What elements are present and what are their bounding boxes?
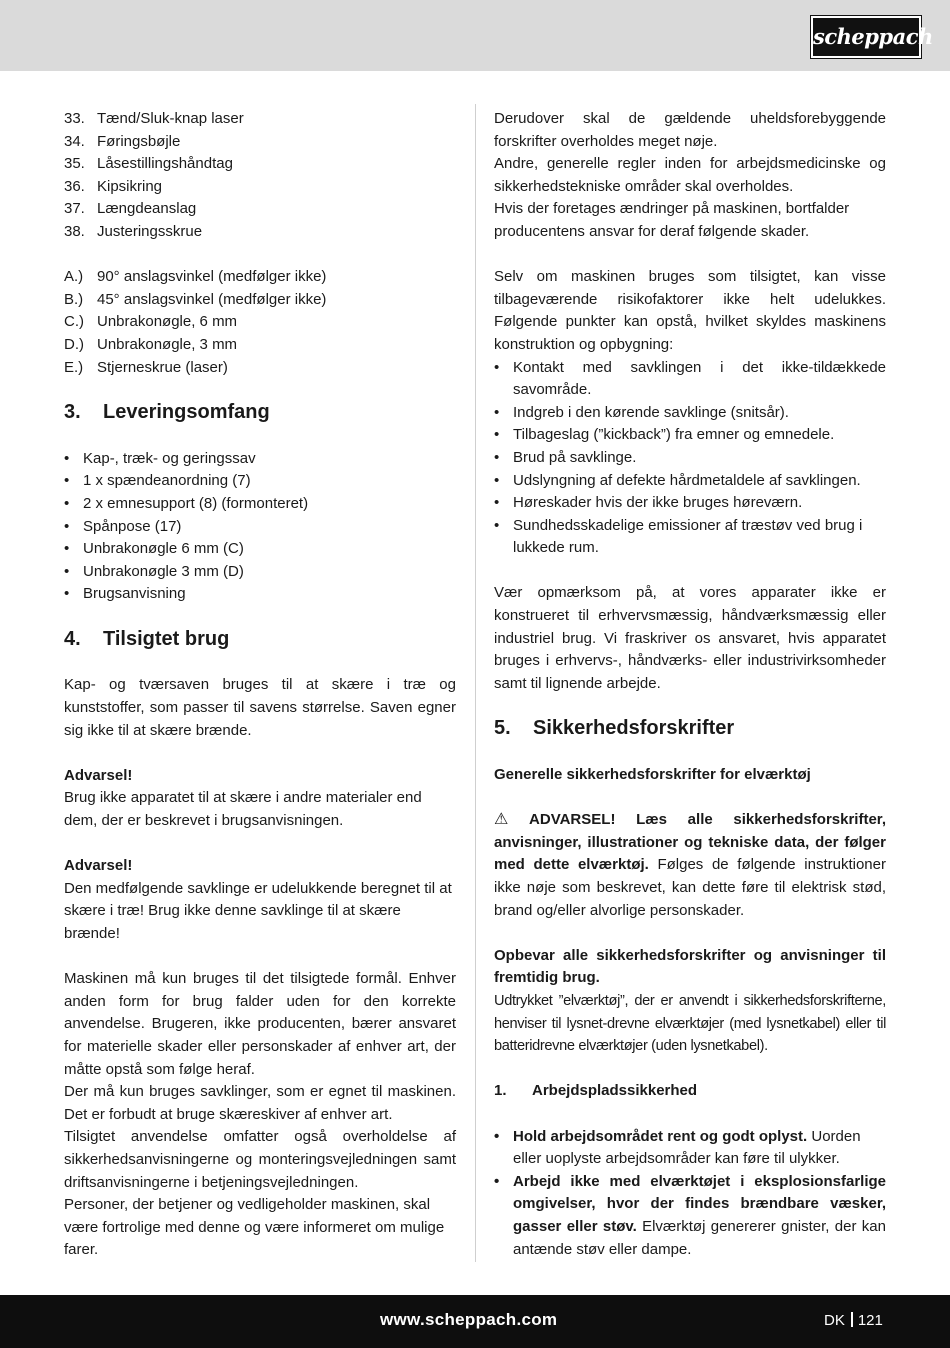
list-item: 34. Føringsbøjle [64,132,181,150]
paragraph: Maskinen må kun bruges til det tilsigtede formål. Enhver anden form for brug falder uden for den korrekte anvendelse. Brugeren, ikke producenten, bærer ansvaret for materielle skader eller personskader af enhver art, der måtte opstå som følge heraf. [64,970,456,1078]
paragraph: Vær opmærksom på, at vores apparater ikke er konstrueret til erhvervsmæssig, håndværksmæssig eller industriel brug. Vi fraskriver os ansvaret, hvis apparatet bruges i erhvervs-, håndværks- eller industrivirksomheder samt til lignende arbejde. [494,584,886,692]
list-item: • Hold arbejdsområdet rent og godt oplyst. Uorden eller uoplyste arbejdsområder kan føre til ulykker. [494,1127,861,1168]
list-item: • Kontakt med savklingen i det ikke-tildækkede savområde. [494,358,886,399]
paragraph: Udtrykket ”elværktøj”, der er anvendt i sikkerhedsforskrifterne, henviser til lysnet-drevne elværktøjer (med lysnetkabel) eller til batteridrevne elværktøjer (uden lysnetkabel). [494,992,886,1055]
list-item: • Brud på savklinge. [494,448,637,466]
list-item: • Kap-, træk- og geringssav [64,449,256,467]
list-item: 37. Længdeanslag [64,200,197,218]
paragraph: Derudover skal de gældende uheldsforebyggende forskrifter overholdes meget nøje. [494,110,886,150]
list-item: 36. Kipsikring [64,177,163,195]
column-divider [475,104,476,1262]
workplace-safety-list [494,1126,886,1262]
list-item: • Udslyngning af defekte hårdmetaldele af savklingen. [494,471,861,489]
list-item: • Sundhedsskadelige emissioner af træstøv ved brug i lukkede rum. [494,516,863,557]
section-heading-3: 3. Leveringsomfang [64,401,270,424]
list-item: • Tilbageslag (”kickback”) fra emner og emnedele. [494,426,835,444]
warning-triangle-icon: ⚠ [494,811,509,829]
list-item: E.) Stjerneskrue (laser) [64,358,228,376]
warning-label: Advarsel! [64,857,133,875]
page-number: DK 121 [824,1312,883,1329]
website-link[interactable]: www.scheppach.com [380,1310,558,1329]
warning-text: Brug ikke apparatet til at skære i andre materialer end dem, der er beskrevet i brugsanvisningen. [64,789,422,830]
list-item: • Brugsanvisning [64,585,186,603]
list-item: • 2 x emnesupport (8) (formonteret) [64,494,309,512]
warning-paragraph: ⚠ ADVARSEL! Læs alle sikkerhedsforskrifter, anvisninger, illustrationer og tekniske data, der følger med dette elværktøj. Følges de følgende instruktioner ikke nøje som beskrevet, kan dette føre til elektrisk stød, brand og/eller alvorlige personskader. [494,811,886,919]
list-item: • Spånpose (17) [64,517,182,535]
subheading: Generelle sikkerhedsforskrifter for elværktøj [494,766,811,784]
section-heading-4: 4. Tilsigtet brug [64,627,230,650]
list-item: B.) 45° anslagsvinkel (medfølger ikke) [64,290,327,308]
paragraph: Andre, generelle regler inden for arbejdsmedicinske og sikkerhedstekniske områder skal overholdes. [494,155,886,195]
right-column [494,108,886,1261]
intended-use-intro: Kap- og tværsaven bruges til at skære i træ og kunststoffer, som passer til savens størrelse. Saven egner sig ikke til at skære brænde. [64,676,456,739]
list-item: 38. Justeringsskrue [64,222,203,240]
list-item: • Unbrakonøgle 3 mm (D) [64,562,244,580]
paragraph: Tilsigtet anvendelse omfatter også overholdelse af sikkerhedsanvisningerne og monteringsvejledningen samt driftsanvisningerne i betjeningsvejledningen. [64,1128,456,1191]
list-item: • Høreskader hvis der ikke bruges høreværn. [494,494,803,512]
list-item: • Indgreb i den kørende savklinge (snitsår). [494,403,789,421]
list-item: D.) Unbrakonøgle, 3 mm [64,335,238,353]
paragraph: Personer, der betjener og vedligeholder maskinen, skal være fortrolige med denne og være informeret om mulige farer. [64,1196,445,1259]
list-item: A.) 90° anslagsvinkel (medfølger ikke) [64,268,327,286]
warning-text: Den medfølgende savklinge er udelukkende beregnet til at skære i træ! Brug ikke denne savklinge til at skære brænde! [64,879,452,942]
paragraph: Der må kun bruges savklinger, som er egnet til maskinen. Det er forbudt at bruge skæreskiver af enhver art. [64,1083,456,1123]
list-item: • Unbrakonøgle 6 mm (C) [64,540,244,558]
subheading-workplace-safety: 1. Arbejdspladssikkerhed [494,1082,698,1100]
parts-numbered-list [64,108,456,244]
list-item: 33. Tænd/Sluk-knap laser [64,110,244,127]
header-bar [0,0,950,71]
paragraph: Selv om maskinen bruges som tilsigtet, kan visse tilbageværende risikofaktorer ikke helt udelukkes. Følgende punkter kan opstå, hvilket skyldes maskinens konstruktion og opbygning: [494,268,886,353]
list-item: • Arbejd ikke med elværktøjet i eksplosionsfarlige omgivelser, hvor der findes brændbare væsker, gasser eller støv. Elværktøj genererer gnister, der kan antænde støv eller dampe. [494,1172,886,1258]
risk-list [494,357,886,560]
footer-bar [0,1295,950,1348]
list-item: C.) Unbrakonøgle, 6 mm [64,313,238,331]
paragraph: Hvis der foretages ændringer på maskinen, bortfalder producentens ansvar for deraf følgende skader. [494,200,850,240]
brand-logo: scheppach [811,16,921,58]
section-heading-5: 5. Sikkerhedsforskrifter [494,717,735,740]
delivery-list [64,448,456,606]
subheading: Opbevar alle sikkerhedsforskrifter og anvisninger til fremtidig brug. [494,946,886,987]
parts-lettered-list [64,266,456,379]
warning-label: Advarsel! [64,766,133,784]
list-item: • 1 x spændeanordning (7) [64,472,251,490]
list-item: 35. Låsestillingshåndtag [64,155,233,173]
left-column [64,108,456,1262]
